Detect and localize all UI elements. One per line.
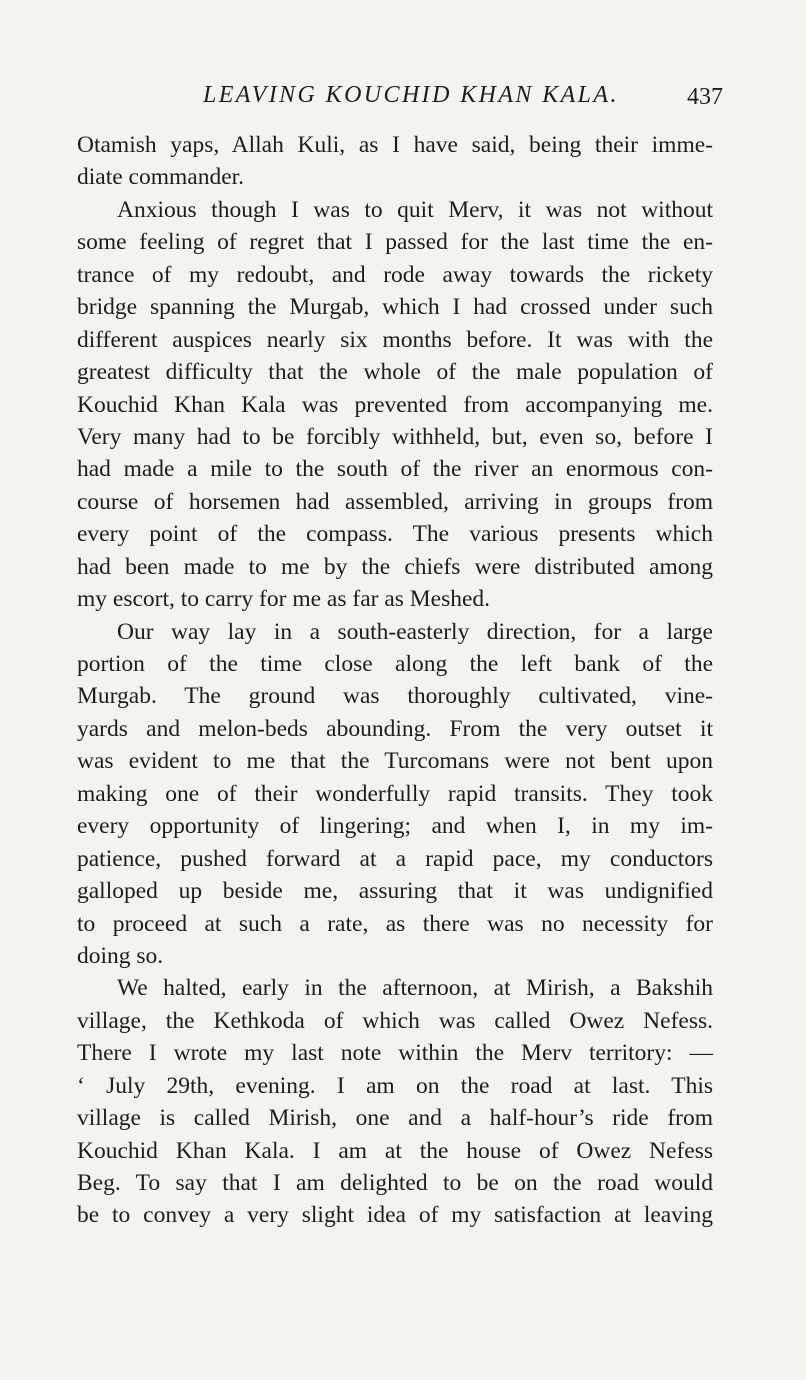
- text-line: Anxious though I was to quit Merv, it was not without: [117, 196, 713, 223]
- text-line: trance of my redoubt, and rode away towards the rickety: [77, 261, 713, 288]
- text-line: doing so.: [77, 942, 164, 969]
- text-line: ‘ July 29th, evening. I am on the road at last. This: [77, 1072, 713, 1099]
- text-line: Kouchid Khan Kala was prevented from accompanying me.: [77, 391, 713, 418]
- text-line: village, the Kethkoda of which was called Owez Nefess.: [77, 1007, 713, 1034]
- page-number: 437: [687, 84, 723, 110]
- text-line: galloped up beside me, assuring that it was undignified: [77, 878, 713, 905]
- text-line: Otamish yaps, Allah Kuli, as I have said, being their imme-: [77, 132, 713, 158]
- text-line: Very many had to be forcibly withheld, but, even so, before I: [77, 423, 713, 450]
- running-title: LEAVING KOUCHID KHAN KALA.: [203, 82, 619, 108]
- text-line: my escort, to carry for me as far as Meshed.: [77, 586, 491, 613]
- text-line: greatest difficulty that the whole of the male population of: [77, 359, 713, 386]
- text-line: Our way lay in a south-easterly direction, for a large: [117, 618, 713, 645]
- text-line: different auspices nearly six months before. It was with the: [77, 326, 713, 353]
- running-head: [77, 82, 723, 122]
- text-line: every opportunity of lingering; and when I, in my im-: [77, 813, 713, 840]
- text-line: making one of their wonderfully rapid transits. They took: [77, 780, 713, 807]
- text-line: be to convey a very slight idea of my satisfaction at leaving: [77, 1202, 713, 1229]
- text-line: yards and melon-beds abounding. From the very outset it: [77, 715, 713, 742]
- text-line: course of horsemen had assembled, arriving in groups from: [77, 488, 713, 515]
- text-line: portion of the time close along the left bank of the: [77, 651, 713, 677]
- text-line: There I wrote my last note within the Merv territory: —: [77, 1040, 713, 1067]
- text-line: some feeling of regret that I passed for the last time the en-: [77, 229, 713, 256]
- text-line: We halted, early in the afternoon, at Mirish, a Bakshih: [117, 975, 713, 1002]
- body-text: [77, 129, 713, 1232]
- text-line: was evident to me that the Turcomans were not bent upon: [77, 748, 713, 775]
- text-line: Kouchid Khan Kala. I am at the house of Owez Nefess: [77, 1137, 713, 1164]
- text-line: every point of the compass. The various presents which: [77, 521, 713, 548]
- text-line: bridge spanning the Murgab, which I had crossed under such: [77, 294, 713, 321]
- text-line: diate commander.: [77, 164, 245, 191]
- text-line: village is called Mirish, one and a half-hour’s ride from: [77, 1105, 713, 1132]
- text-line: to proceed at such a rate, as there was no necessity for: [77, 910, 713, 937]
- text-line: Murgab. The ground was thoroughly cultivated, vine-: [77, 683, 713, 710]
- text-line: had made a mile to the south of the river an enormous con-: [77, 456, 713, 483]
- text-line: patience, pushed forward at a rapid pace, my conductors: [77, 845, 713, 872]
- text-line: had been made to me by the chiefs were distributed among: [77, 553, 713, 580]
- text-line: Beg. To say that I am delighted to be on the road would: [77, 1170, 713, 1196]
